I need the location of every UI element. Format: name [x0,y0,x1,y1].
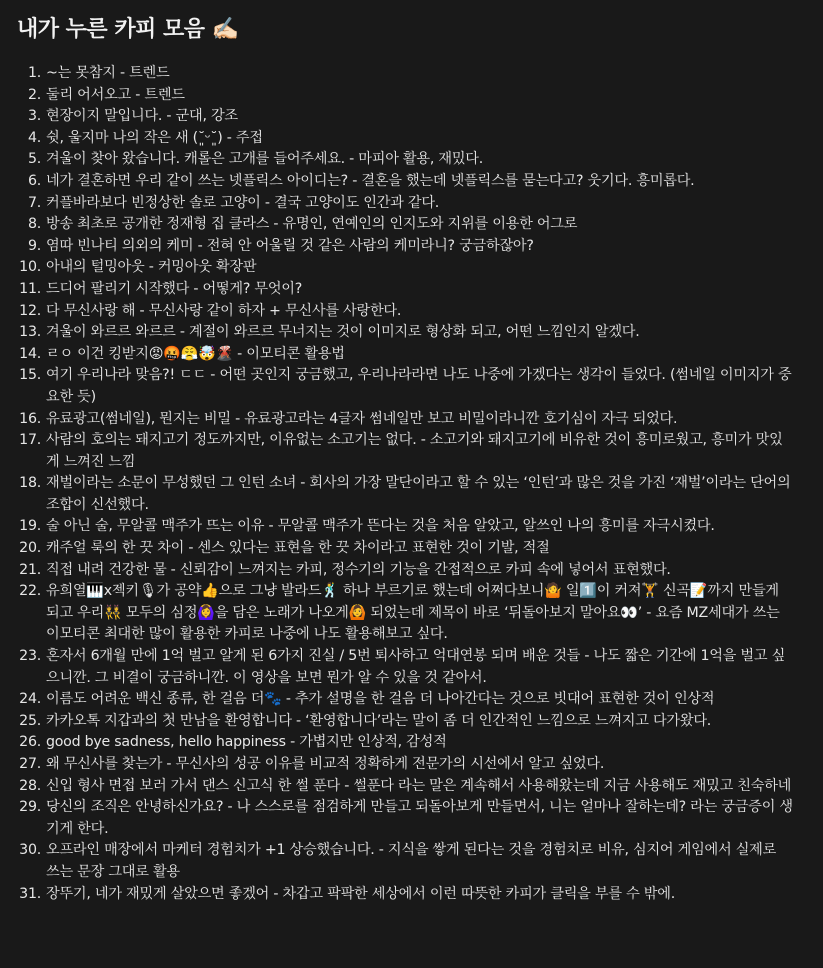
list-item [0,689,823,711]
list-item [0,106,823,128]
list-item-text: 유희열🎹x젝키🎙가 공약👍으로 그냥 발라드🕺 하나 부르기로 했는데 어쩌다보니🤷 일1️⃣이 커져🏋 신곡📝까지 만들게 되고 우리👯 모두의 심정🙆‍♀️을 담은 노래가 나오게🙆 되었는데 제목이 바로 ‘뒤돌아보지 말아요👀’ - 요즘 MZ세대가 쓰는 이모티콘 최대한 많이 활용한 카피로 나중에 나도 활용해보고 싶다. [46,583,780,643]
list-item [0,365,823,408]
list-item-text: 염따 빈나티 의외의 케미 - 전혀 안 어울릴 것 같은 사람의 케미라니? 궁금하잖아? [46,237,534,254]
copy-list [0,63,823,905]
list-item-number: 3. [27,108,41,125]
list-item [0,279,823,301]
list-item [0,646,823,689]
list-item-text: ㄹㅇ 이건 킹받지😡🤬😤🤯🌋 - 이모티콘 활용법 [46,345,345,362]
list-item-number: 29. [19,799,41,816]
list-item-number: 17. [19,432,41,449]
list-item-number: 8. [27,216,41,233]
list-item-number: 20. [19,540,41,557]
list-item [0,322,823,344]
list-item-text: 오프라인 매장에서 마케터 경험치가 +1 상승했습니다. - 지식을 쌓게 된다는 것을 경험치로 비유, 심지어 게임에서 실제로 쓰는 문장 그대로 활용 [46,842,777,880]
list-item [0,797,823,840]
list-item-number: 16. [19,410,41,427]
list-item [0,409,823,431]
list-item [0,538,823,560]
list-item [0,301,823,323]
list-item-number: 1. [27,65,41,81]
list-item-text: 유료광고(썸네일), 뭔지는 비밀 - 유료광고라는 4글자 썸네일만 보고 비밀이라니깐 호기심이 자극 되었다. [46,410,678,427]
list-item-text: 캐주얼 룩의 한 끗 차이 - 센스 있다는 표현을 한 끗 차이라고 표현한 것이 기발, 적절 [46,540,550,557]
list-item [0,171,823,193]
list-item-number: 14. [19,345,41,362]
list-item [0,128,823,150]
list-item-text: 쉿, 울지마 나의 작은 새 (˘͈ᵕ˘͈) - 주접 [46,129,263,146]
list-item-number: 18. [19,475,41,492]
list-item [0,63,823,85]
list-item-number: 10. [19,259,41,276]
list-item-number: 28. [19,777,41,794]
list-item-number: 21. [19,561,41,578]
list-item-number: 6. [27,172,41,189]
list-item [0,236,823,258]
page-title: 내가 누른 카피 모음 ✍🏻 [17,17,239,42]
list-item-text: 겨울이 와르르 와르르 - 계절이 와르르 무너지는 것이 이미지로 형상화 되고, 어떤 느낌인지 알겠다. [46,324,640,341]
list-item-number: 2. [27,86,41,103]
list-item-number: 22. [19,583,41,600]
list-item [0,430,823,473]
list-item [0,776,823,798]
list-item-number: 12. [19,302,41,319]
list-item [0,884,823,906]
list-item-text: 드디어 팔리기 시작했다 - 어떻게? 무엇이? [46,280,303,297]
list-item-number: 11. [19,280,41,297]
list-item-text: ~는 못참지 - 트렌드 [46,65,170,81]
list-item-number: 24. [19,691,41,708]
list-item [0,257,823,279]
list-item-text: 신입 형사 면접 보러 가서 댄스 신고식 한 썰 푼다 - 썰푼다 라는 말은 계속해서 사용해왔는데 지금 사용해도 재밌고 친숙하네 [46,777,792,794]
list-item-number: 15. [19,367,41,384]
list-item-number: 27. [19,756,41,772]
list-item-text: 카카오톡 지갑과의 첫 만남을 환영합니다 - ‘환영합니다’라는 말이 좀 더 인간적인 느낌으로 느껴지고 다가왔다. [46,712,712,729]
list-item [0,711,823,733]
list-item-number: 19. [19,518,41,535]
list-item-text: 다 무신사랑 해 - 무신사랑 같이 하자 + 무신사를 사랑한다. [46,302,402,319]
list-item-text: 네가 결혼하면 우리 같이 쓰는 넷플릭스 아이디는? - 결혼을 했는데 넷플릭스를 묻는다고? 웃기다. 흥미롭다. [46,172,695,189]
list-item-text: 재벌이라는 소문이 무성했던 그 인턴 소녀 - 회사의 가장 말단이라고 할 수 있는 ‘인턴’과 많은 것을 가진 ‘재벌’이라는 단어의 조합이 신선했다. [46,475,791,513]
list-item-number: 31. [19,885,41,902]
list-item-text: 사람의 호의는 돼지고기 정도까지만, 이유없는 소고기는 없다. - 소고기와 돼지고기에 비유한 것이 흥미로웠고, 흥미가 맛있게 느껴진 느낌 [46,432,783,470]
list-item-text: 당신의 조직은 안녕하신가요? - 나 스스로를 점검하게 만들고 되돌아보게 만들면서, 니는 얼마나 잘하는데? 라는 궁금증이 생기게 한다. [46,799,793,837]
list-item-text: 술 아닌 술, 무알콜 맥주가 뜨는 이유 - 무알콜 맥주가 뜬다는 것을 처음 알았고, 알쓰인 나의 흥미를 자극시켰다. [46,518,715,535]
list-item [0,754,823,776]
list-item [0,149,823,171]
list-item [0,516,823,538]
list-item-text: 아내의 털밍아웃 - 커밍아웃 확장판 [46,259,257,276]
list-item-text: 둘리 어서오고 - 트렌드 [46,86,185,103]
list-item-number: 25. [19,712,41,729]
list-item-text: 왜 무신사를 찾는가 - 무신사의 성공 이유를 비교적 정확하게 전문가의 시선에서 알고 싶었다. [46,756,605,772]
list-item-text: good bye sadness, hello happiness - 가볍지만 인상적, 감성적 [46,734,447,751]
list-item [0,732,823,754]
list-item-text: 장뚜기, 네가 재밌게 살았으면 좋겠어 - 차갑고 팍팍한 세상에서 이런 따뜻한 카피가 클릭을 부를 수 밖에. [46,885,675,902]
list-item-number: 26. [19,734,41,751]
list-item [0,840,823,883]
list-item-number: 23. [19,648,41,665]
list-item-text: 방송 최초로 공개한 정재형 집 클라스 - 유명인, 연예인의 인지도와 지위를 이용한 어그로 [46,216,578,233]
list-item [0,85,823,107]
list-item-text: 커플바라보다 빈정상한 솔로 고양이 - 결국 고양이도 인간과 같다. [46,194,440,211]
list-item-text: 겨울이 찾아 왔습니다. 캐롤은 고개를 들어주세요. - 마피아 활용, 재밌다. [46,151,483,168]
list-item [0,581,823,646]
list-item-text: 혼자서 6개월 만에 1억 벌고 알게 된 6가지 진실 / 5번 퇴사하고 억대연봉 되며 배운 것들 - 나도 짧은 기간에 1억을 벌고 싶으니깐. 그 비결이 궁금하니깐. 이 영상을 보면 뭔가 알 수 있을 것 같아서. [46,648,786,686]
list-item-text: 여기 우리나라 맞음?! ㄷㄷ - 어떤 곳인지 궁금했고, 우리나라라면 나도 나중에 가겠다는 생각이 들었다. (썸네일 이미지가 중요한 듯) [46,367,792,405]
list-item-number: 7. [27,194,41,211]
list-item-number: 4. [27,129,41,146]
list-item [0,473,823,516]
list-item-text: 이름도 어려운 백신 종류, 한 걸음 더🐾 - 추가 설명을 한 걸음 더 나아간다는 것으로 빗대어 표현한 것이 인상적 [46,691,715,708]
list-item-number: 9. [27,237,41,254]
list-item-number: 30. [19,842,41,859]
list-item-text: 현장이지 말입니다. - 군대, 강조 [46,108,238,125]
list-item [0,560,823,582]
list-item [0,193,823,215]
list-item-number: 5. [27,151,41,168]
list-item-number: 13. [19,324,41,341]
list-item [0,344,823,366]
list-item-text: 직접 내려 건강한 물 - 신뢰감이 느껴지는 카피, 정수기의 기능을 간접적으로 카피 속에 넣어서 표현했다. [46,561,671,578]
list-item [0,214,823,236]
